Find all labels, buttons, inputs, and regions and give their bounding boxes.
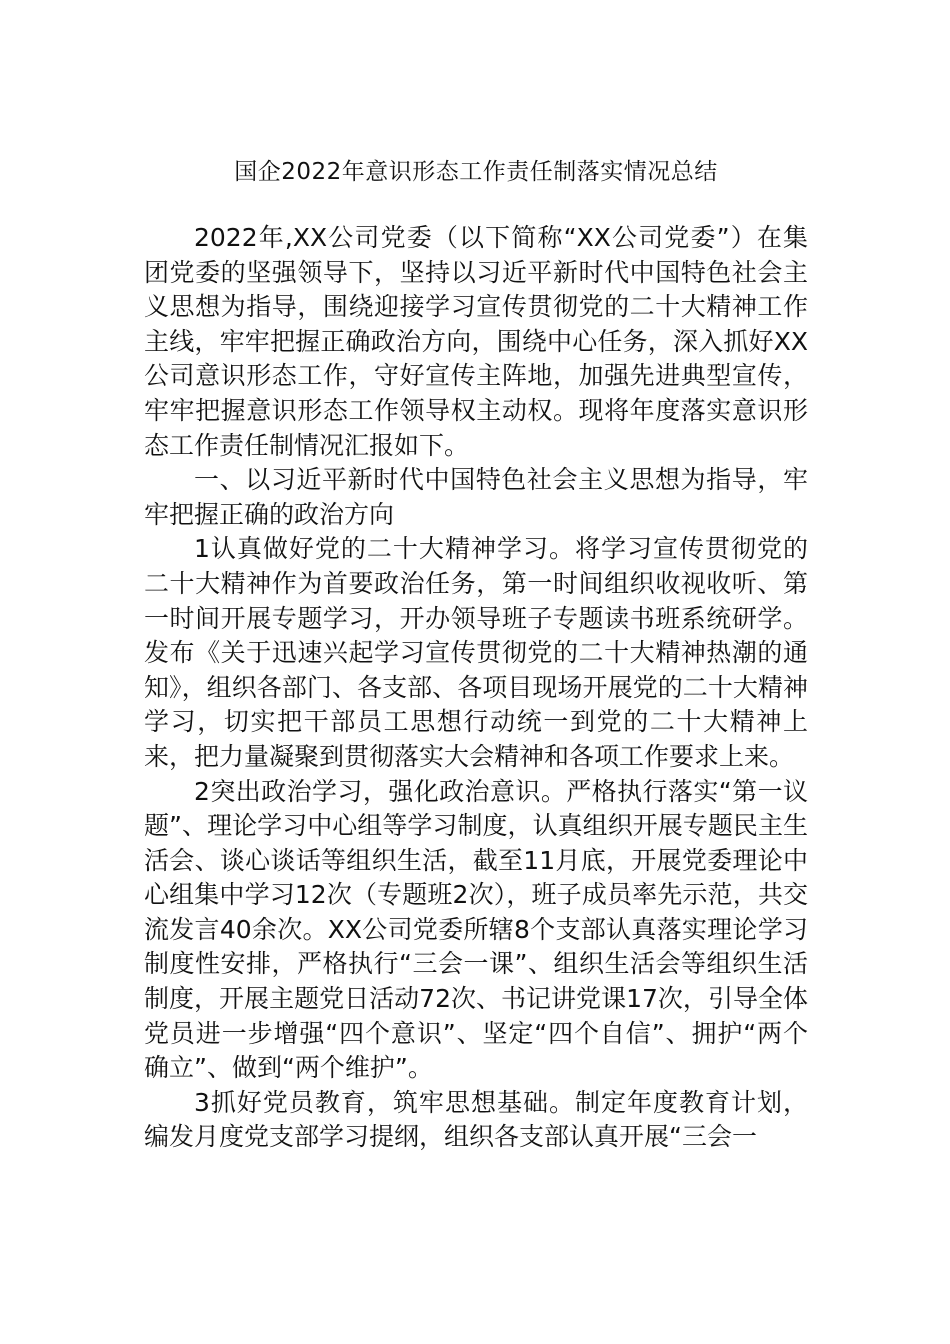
document-page xyxy=(144,0,808,1155)
paragraph-item-3: 3抓好党员教育，筑牢思想基础。制定年度教育计划，编发月度党支部学习提纲，组织各支部认真开展“三会一 xyxy=(144,1087,808,1152)
paragraph-item-2: 2突出政治学习，强化政治意识。严格执行落实“第一议题”、理论学习中心组等学习制度，认真组织开展专题民主生活会、谈心谈话等组织生活，截至11月底，开展党委理论中心组集中学习12次（专题班2次），班子成员率先示范，共交流发言40余次。XX公司党委所辖8个支部认真落实理论学习制度性安排，严格执行“三会一课”、组织生活会等组织生活制度，开展主题党日活动72次、书记讲党课17次，引导全体党员进一步增强“四个意识”、坚定“四个自信”、拥护“两个确立”、做到“两个维护”。 xyxy=(144,776,808,1083)
paragraph-item-1: 1认真做好党的二十大精神学习。将学习宣传贯彻党的二十大精神作为首要政治任务，第一时间组织收视收听、第一时间开展专题学习，开办领导班子专题读书班系统研学。发布《关于迅速兴起学习宣传贯彻党的二十大精神热潮的通知》，组织各部门、各支部、各项目现场开展党的二十大精神学习，切实把干部员工思想行动统一到党的二十大精神上来，把力量凝聚到贯彻落实大会精神和各项工作要求上来。 xyxy=(144,534,808,771)
intro-paragraph: 2022年,XX公司党委（以下简称“XX公司党委”）在集团党委的坚强领导下，坚持以习近平新时代中国特色社会主义思想为指导，围绕迎接学习宣传贯彻党的二十大精神工作主线，牢牢把握正确政治方向，围绕中心任务，深入抓好XX公司意识形态工作，守好宣传主阵地，加强先进典型宣传，牢牢把握意识形态工作领导权主动权。现将年度落实意识形态工作责任制情况汇报如下。 xyxy=(144,223,808,460)
section-heading-1: 一、以习近平新时代中国特色社会主义思想为指导，牢牢把握正确的政治方向 xyxy=(144,465,808,529)
document-title: 国企2022年意识形态工作责任制落实情况总结 xyxy=(234,159,718,185)
